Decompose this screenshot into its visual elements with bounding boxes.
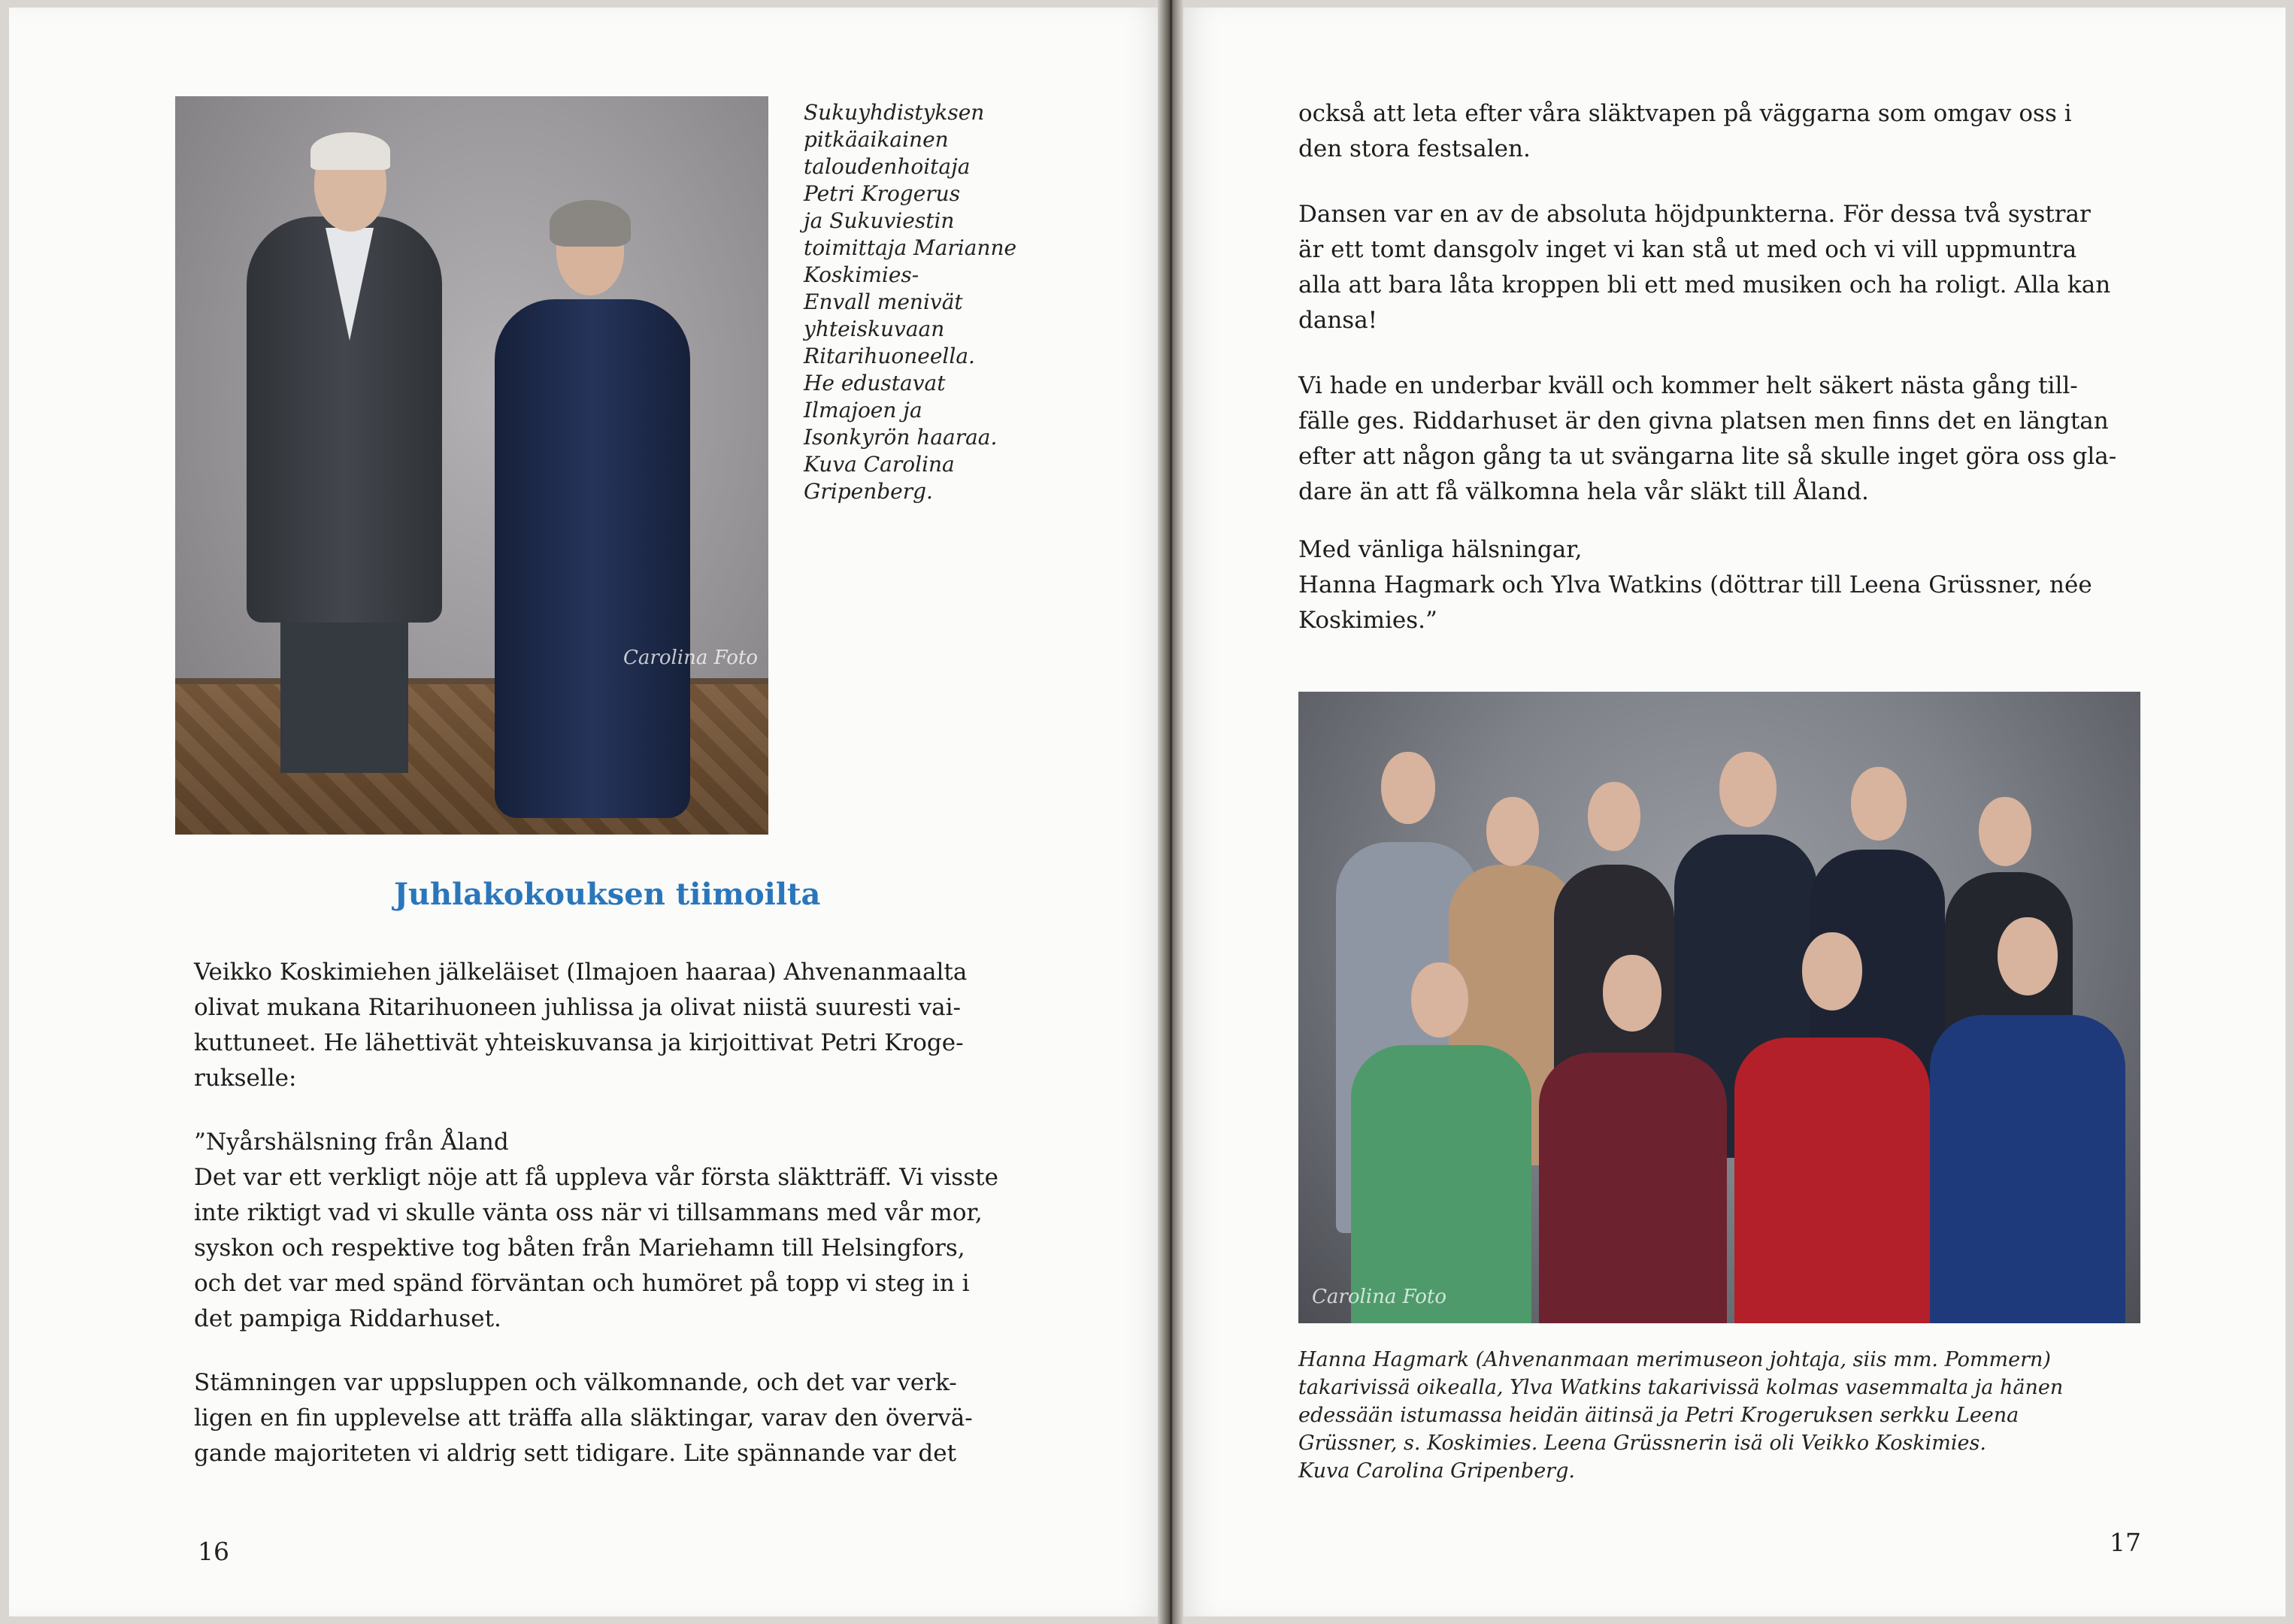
page-number-right: 17 bbox=[2110, 1528, 2141, 1557]
caption-line: Gripenberg. bbox=[804, 479, 933, 504]
man-figure-hair bbox=[310, 132, 390, 170]
person-front-4-suit bbox=[1930, 1015, 2125, 1323]
text-line: Veikko Koskimiehen jälkeläiset (Ilmajoen haaraa) Ahvenanmaalta bbox=[194, 959, 968, 986]
person-front-3-shawl bbox=[1734, 1038, 1930, 1323]
text-line: Vi hade en underbar kväll och kommer helt säkert nästa gång till- bbox=[1298, 372, 2078, 399]
text-line: det pampiga Riddarhuset. bbox=[194, 1305, 501, 1332]
caption-line: edessään istumassa heidän äitinsä ja Petri Krogeruksen serkku Leena bbox=[1298, 1404, 2019, 1427]
left-body-text bbox=[194, 955, 1036, 1471]
text-line: Dansen var en av de absoluta höjdpunkterna. För dessa två systrar bbox=[1298, 201, 2091, 228]
photo-caption-left bbox=[804, 99, 1052, 505]
caption-line: ja Sukuviestin bbox=[804, 208, 955, 233]
photo-watermark: Carolina Foto bbox=[1312, 1286, 1446, 1308]
caption-line: Koskimies- bbox=[804, 262, 919, 287]
text-line: Stämningen var uppsluppen och välkomnande, och det var verk- bbox=[194, 1369, 957, 1396]
text-line: olivat mukana Ritarihuoneen juhlissa ja olivat niistä suuresti vai- bbox=[194, 994, 962, 1021]
caption-line: toimittaja Marianne bbox=[804, 235, 1017, 260]
caption-line: Ilmajoen ja bbox=[804, 398, 922, 423]
caption-line: He edustavat bbox=[804, 371, 946, 395]
caption-line: takarivissä oikealla, Ylva Watkins takarivissä kolmas vasemmalta ja hänen bbox=[1298, 1376, 2064, 1399]
book-gutter bbox=[1158, 0, 1183, 1624]
text-line: är ett tomt dansgolv inget vi kan stå ut med och vi vill uppmuntra bbox=[1298, 236, 2077, 263]
caption-line: Sukuyhdistyksen bbox=[804, 100, 985, 125]
text-line: den stora festsalen. bbox=[1298, 135, 1531, 162]
text-line: ”Nyårshälsning från Åland bbox=[194, 1129, 509, 1156]
right-body-text bbox=[1298, 96, 2140, 638]
person-front-1-head bbox=[1411, 962, 1468, 1038]
photo-watermark: Carolina Foto bbox=[623, 647, 758, 669]
text-line: syskon och respektive tog båten från Mariehamn till Helsingfors, bbox=[194, 1235, 965, 1262]
caption-line: Ritarihuoneella. bbox=[804, 344, 975, 368]
page-number-left: 16 bbox=[198, 1537, 229, 1566]
person-front-4-head bbox=[1998, 917, 2058, 995]
caption-line: Hanna Hagmark (Ahvenanmaan merimuseon johtaja, siis mm. Pommern) bbox=[1298, 1348, 2051, 1371]
text-line: dansa! bbox=[1298, 307, 1378, 334]
person-back-5-head bbox=[1851, 767, 1907, 841]
paragraph-gap bbox=[1298, 510, 2140, 532]
text-line: kuttuneet. He lähettivät yhteiskuvansa ja kirjoittivat Petri Kroge- bbox=[194, 1029, 964, 1056]
text-line: dare än att få välkomna hela vår släkt till Åland. bbox=[1298, 478, 1869, 505]
person-front-3-head bbox=[1802, 932, 1862, 1010]
text-line: Hanna Hagmark och Ylva Watkins (döttrar till Leena Grüssner, née bbox=[1298, 571, 2092, 598]
person-front-2-head bbox=[1603, 955, 1661, 1032]
text-line: efter att någon gång ta ut svängarna lite så skulle inget göra oss gla- bbox=[1298, 443, 2117, 470]
person-front-1-dress bbox=[1351, 1045, 1531, 1323]
caption-line: pitkäaikainen bbox=[804, 127, 949, 152]
caption-line: Envall menivät bbox=[804, 289, 963, 314]
caption-line: taloudenhoitaja bbox=[804, 154, 971, 179]
caption-line: Petri Krogerus bbox=[804, 181, 961, 206]
photo-caption-right bbox=[1298, 1346, 2140, 1485]
person-back-2-head bbox=[1486, 797, 1539, 866]
text-line: fälle ges. Riddarhuset är den givna platsen men finns det en längtan bbox=[1298, 408, 2109, 435]
text-line: gande majoriteten vi aldrig sett tidigare. Lite spännande var det bbox=[194, 1440, 957, 1467]
text-line: också att leta efter våra släktvapen på väggarna som omgav oss i bbox=[1298, 100, 2072, 127]
paragraph-gap bbox=[1298, 167, 2140, 197]
person-back-3-head bbox=[1588, 782, 1640, 851]
text-line: alla att bara låta kroppen bli ett med musiken och ha roligt. Alla kan bbox=[1298, 271, 2111, 298]
person-back-6-head bbox=[1979, 797, 2031, 866]
text-line: Koskimies.” bbox=[1298, 607, 1437, 634]
woman-figure-dress bbox=[495, 299, 690, 818]
group-photo-family bbox=[1298, 692, 2140, 1323]
text-line: inte riktigt vad vi skulle vänta oss när vi tillsammans med vår mor, bbox=[194, 1199, 983, 1226]
caption-line: Grüssner, s. Koskimies. Leena Grüssnerin isä oli Veikko Koskimies. bbox=[1298, 1432, 1986, 1455]
text-line: Med vänliga hälsningar, bbox=[1298, 536, 1583, 563]
person-front-2-shawl bbox=[1539, 1053, 1727, 1323]
caption-line: Isonkyrön haaraa. bbox=[804, 425, 998, 450]
caption-line: yhteiskuvaan bbox=[804, 317, 945, 341]
section-heading: Juhlakokouksen tiimoilta bbox=[394, 877, 821, 912]
paragraph-gap bbox=[194, 1337, 1036, 1365]
text-line: Det var ett verkligt nöje att få uppleva vår första släktträff. Vi visste bbox=[194, 1164, 998, 1191]
text-line: ligen en fin upplevelse att träffa alla släktingar, varav den övervä- bbox=[194, 1404, 973, 1432]
text-line: och det var med spänd förväntan och humöret på topp vi steg in i bbox=[194, 1270, 970, 1297]
caption-line: Kuva Carolina Gripenberg. bbox=[1298, 1459, 1575, 1483]
portrait-photo-couple bbox=[175, 96, 768, 835]
paragraph-gap bbox=[1298, 338, 2140, 368]
person-back-4-head bbox=[1719, 752, 1777, 827]
caption-line: Kuva Carolina bbox=[804, 452, 955, 477]
text-line: rukselle: bbox=[194, 1065, 297, 1092]
person-back-1-head bbox=[1381, 752, 1435, 824]
woman-figure-hair bbox=[550, 200, 631, 247]
paragraph-gap bbox=[194, 1096, 1036, 1125]
